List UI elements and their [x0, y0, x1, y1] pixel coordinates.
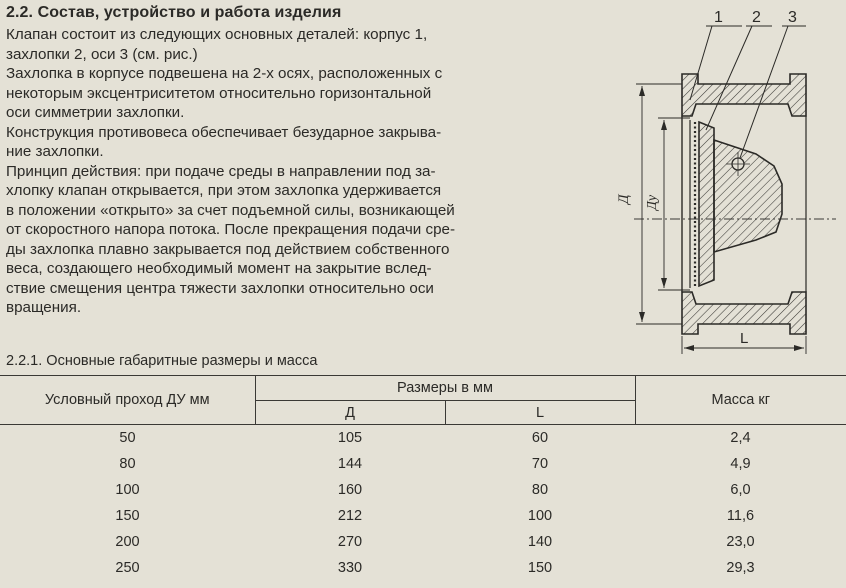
- table-body: [0, 425, 846, 582]
- cell-outer-diameter: 105: [337, 430, 363, 446]
- cell-outer-diameter: 330: [337, 560, 363, 576]
- cell-length: 70: [531, 456, 549, 472]
- cell-length: 150: [527, 560, 553, 576]
- text-line: ды захлопка плавно закрывается под действием собственного: [6, 240, 450, 258]
- table-row: [0, 555, 846, 581]
- cell-nominal-bore: 50: [119, 430, 136, 446]
- cell-mass: 29,3: [726, 560, 755, 576]
- cell-outer-diameter: 270: [337, 534, 363, 550]
- cell-outer-diameter: 144: [337, 456, 363, 472]
- text-line: захлопки 2, оси 3 (см. рис.): [6, 45, 198, 63]
- cell-mass: 6,0: [730, 482, 751, 498]
- header-outer-diameter: Д: [255, 401, 445, 425]
- text-line: Принцип действия: при подаче среды в направлении под за-: [6, 162, 436, 180]
- cell-mass: 11,6: [726, 508, 755, 524]
- table-row: [0, 503, 846, 529]
- cell-length: 100: [527, 508, 553, 524]
- valve-drawing: [606, 4, 846, 354]
- text-line: хлопку клапан открывается, при этом захлопка удерживается: [6, 182, 442, 199]
- table-row: [0, 425, 846, 452]
- text-line: оси симметрии захлопки.: [6, 104, 185, 121]
- cell-nominal-bore: 100: [115, 482, 140, 498]
- callout-1: 1: [714, 9, 723, 26]
- text-line: в положении «открыто» за счет подъемной силы, возникающей: [6, 201, 455, 219]
- cell-nominal-bore: 250: [115, 560, 140, 576]
- dim-outer-label: Д: [616, 194, 632, 204]
- text-line: Захлопка в корпусе подвешена на 2-х осях, расположенных с: [6, 65, 443, 82]
- text-line: от скоростного напора потока. После прекращения подачи сре-: [6, 221, 456, 238]
- paragraph-counterweight: [6, 123, 536, 162]
- table-row: [0, 477, 846, 503]
- callout-2: 2: [752, 9, 761, 26]
- body-top-flange: [682, 74, 806, 116]
- text-line: ствие смещения центра тяжести захлопки относительно оси: [6, 279, 434, 297]
- callout-3: 3: [788, 9, 797, 26]
- text-line: веса, создающего необходимый момент на закрытие вслед-: [6, 260, 432, 277]
- paragraph-suspension: [6, 64, 536, 123]
- cell-nominal-bore: 80: [119, 456, 136, 472]
- cell-nominal-bore: 200: [115, 534, 140, 550]
- cell-outer-diameter: 212: [337, 508, 363, 524]
- text-line: вращения.: [6, 299, 82, 316]
- table-row: [0, 529, 846, 555]
- cell-mass: 2,4: [730, 430, 751, 446]
- table-row: [0, 451, 846, 477]
- body-bottom-flange: [682, 292, 806, 334]
- dimensions-table: [0, 375, 846, 581]
- counterweight: [714, 140, 782, 252]
- section-body: [6, 25, 536, 318]
- text-line: некоторым эксцентриситетом относительно горизонтальной: [6, 84, 432, 102]
- text-line: Конструкция противовеса обеспечивает безударное закрыва-: [6, 123, 442, 141]
- text-line: Клапан состоит из следующих основных деталей: корпус 1,: [6, 26, 428, 43]
- cell-length: 140: [527, 534, 553, 550]
- header-mass: Масса кг: [635, 376, 846, 425]
- cell-mass: 23,0: [726, 534, 755, 550]
- cell-length: 60: [531, 430, 549, 446]
- leader-2: [706, 26, 752, 130]
- cell-outer-diameter: 160: [337, 482, 363, 498]
- section-title: 2.2. Состав, устройство и работа изделия: [6, 4, 342, 21]
- disc: [699, 122, 714, 286]
- header-nominal-bore: Условный проход ДУ мм: [0, 376, 255, 425]
- paragraph-composition: [6, 25, 536, 64]
- header-sizes: Размеры в мм: [255, 376, 635, 401]
- paragraph-principle: [6, 162, 536, 318]
- text-line: ние захлопки.: [6, 143, 104, 160]
- header-length: L: [445, 401, 635, 425]
- dim-length-label: L: [740, 330, 749, 347]
- cell-mass: 4,9: [730, 456, 751, 472]
- cell-nominal-bore: 150: [115, 508, 140, 524]
- dim-nominal-label: Ду: [645, 194, 660, 210]
- table-caption: 2.2.1. Основные габаритные размеры и масса: [6, 353, 318, 369]
- cell-length: 80: [531, 482, 549, 498]
